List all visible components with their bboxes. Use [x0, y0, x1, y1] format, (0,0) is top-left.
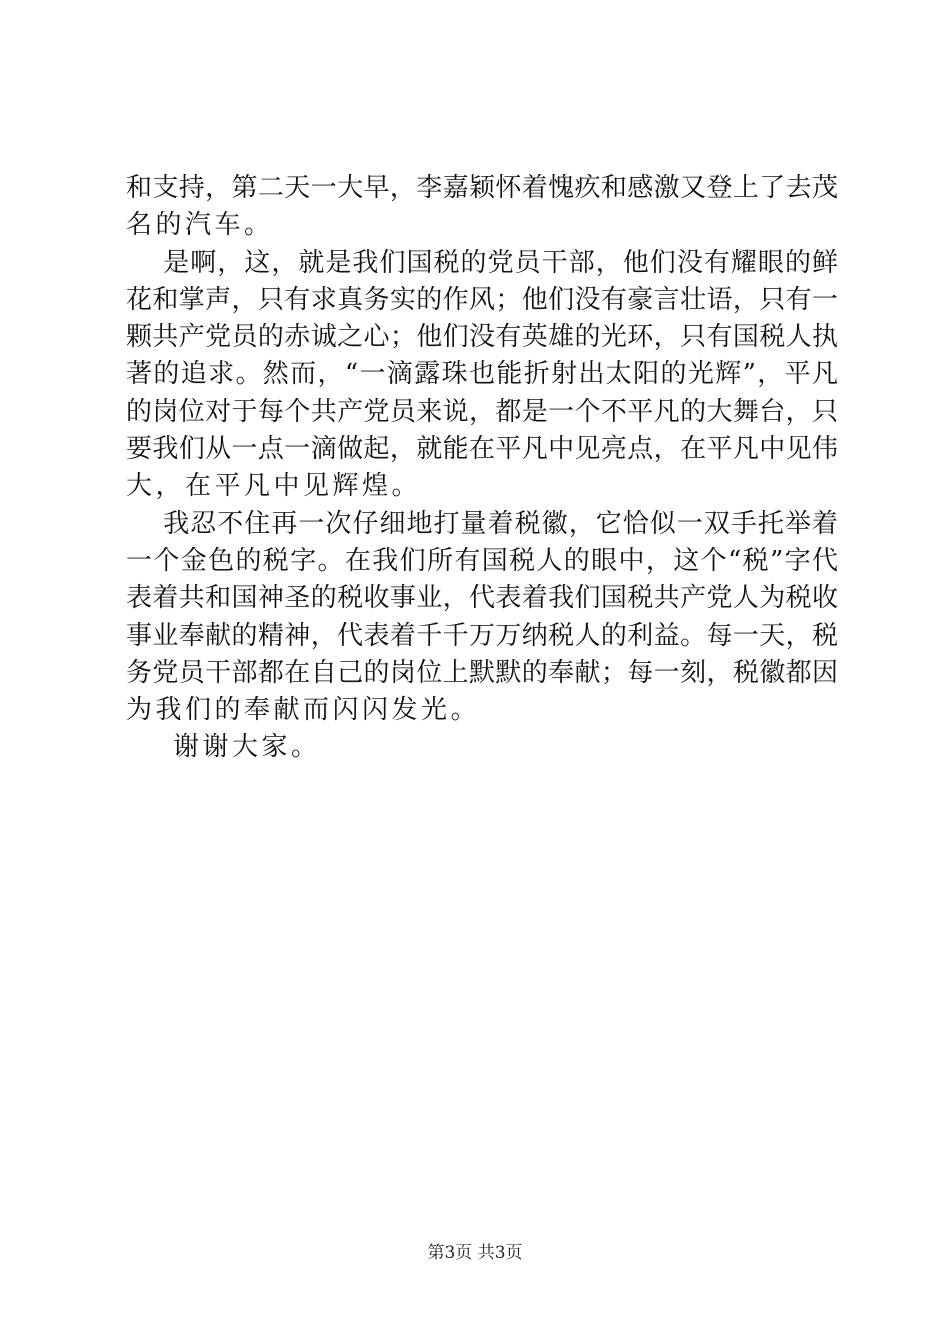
- text-line: 的岗位对于每个共产党员来说，都是一个不平凡的大舞台，只: [126, 396, 838, 427]
- text-line: 和支持，第二天一大早，李嘉颖怀着愧疚和感激又登上了去茂: [126, 173, 838, 203]
- text-line: 为我们的奉献而闪闪发光。: [126, 695, 481, 726]
- text-line: 著的追求。然而，“一滴露珠也能折射出太阳的光辉”，平凡: [126, 359, 838, 390]
- text-line: 要我们从一点一滴做起，就能在平凡中见亮点，在平凡中见伟: [126, 434, 838, 465]
- text-line: 我忍不住再一次仔细地打量着税徽，它恰似一双手托举着: [126, 508, 838, 539]
- text-line: 花和掌声，只有求真务实的作风；他们没有豪言壮语，只有一: [126, 284, 838, 315]
- page-number-footer: 第3页 共3页: [427, 1243, 523, 1263]
- text-line: 事业奉献的精神，代表着千千万万纳税人的利益。每一天，税: [126, 620, 838, 651]
- text-line: 一个金色的税字。在我们所有国税人的眼中，这个“税”字代: [126, 545, 838, 576]
- text-line: 表着共和国神圣的税收事业，代表着我们国税共产党人为税收: [126, 583, 838, 614]
- text-line: 是啊，这，就是我们国税的党员干部，他们没有耀眼的鲜: [126, 247, 838, 278]
- text-line: 名的汽车。: [126, 210, 274, 241]
- text-line: 颗共产党员的赤诚之心；他们没有英雄的光环，只有国税人执: [126, 322, 838, 353]
- text-line: 谢谢大家。: [126, 732, 321, 763]
- text-line: 大，在平凡中见辉煌。: [126, 471, 422, 502]
- document-body: [126, 170, 838, 767]
- text-line: 务党员干部都在自己的岗位上默默的奉献；每一刻，税徽都因: [126, 657, 838, 688]
